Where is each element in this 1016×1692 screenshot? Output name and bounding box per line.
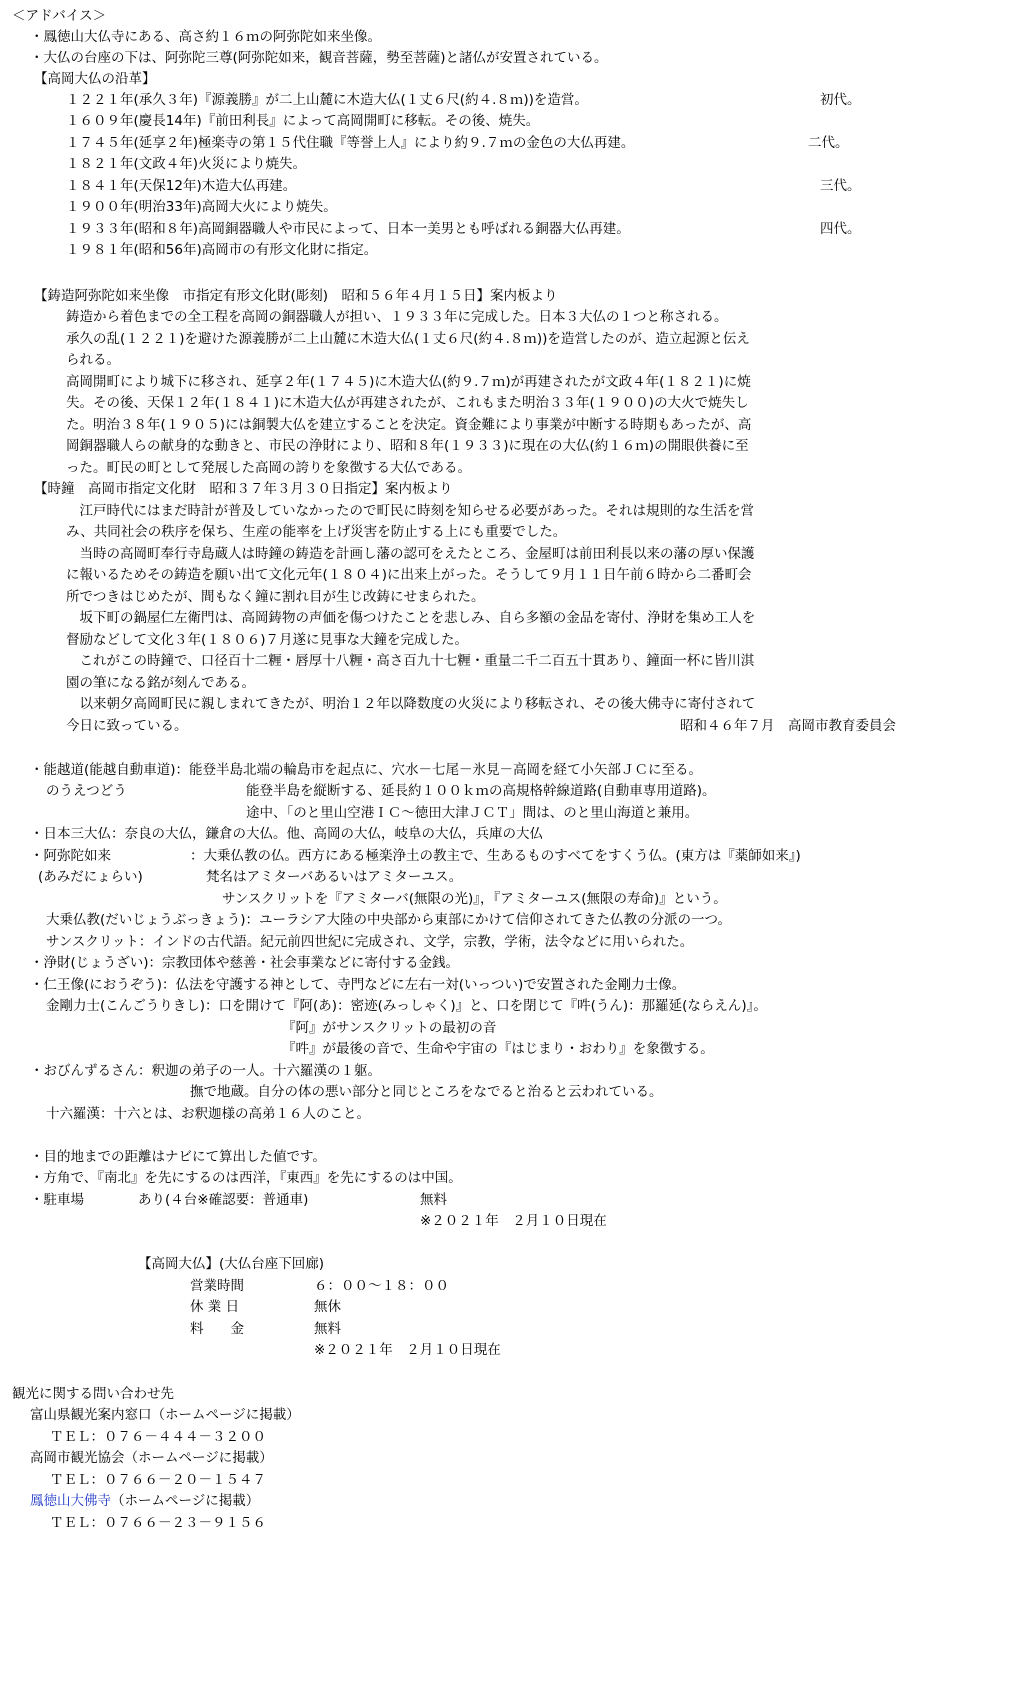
advice-line: ・大仏の台座の下は、阿弥陀三尊(阿弥陀如来，観音菩薩，勢至菩薩)と諸仏が安置されている。 bbox=[30, 50, 608, 66]
history-item: １８４１年(天保12年)木造大仏再建。 bbox=[66, 178, 297, 194]
bell-line: み、共同社会の秩序を保ち、生産の能率を上げ災害を防止する上にも重要でした。 bbox=[66, 524, 567, 540]
contact-name: 高岡市観光協会（ホームページに掲載） bbox=[30, 1450, 273, 1466]
statue-line: 鋳造から着色までの全工程を高岡の銅器職人が担い、１９３３年に完成した。日本３大仏の１つと称される。 bbox=[66, 309, 728, 325]
contact-name: 富山県観光案内窓口（ホームページに掲載） bbox=[30, 1407, 300, 1423]
history-item: １６０９年(慶長14年)『前田利長』によって高岡開町に移転。その後、焼失。 bbox=[66, 113, 540, 129]
history-item: １７４５年(延享２年)極楽寺の第１５代住職『等誉上人』により約９.７ｍの金色の大仏再建。 bbox=[66, 135, 635, 151]
contact-title: 観光に関する問い合わせ先 bbox=[12, 1386, 174, 1402]
glossary-item: ・阿弥陀如来 bbox=[30, 848, 111, 864]
bell-line: 今日に致っている。 bbox=[66, 718, 188, 734]
note-line: ・目的地までの距離はナビにて算出した値です。 bbox=[30, 1149, 326, 1165]
facility-row-label: 営業時間 bbox=[190, 1278, 244, 1294]
bell-line: 当時の高岡町奉行寺島蔵人は時鐘の鋳造を計画し藩の認可をえたところ、金屋町は前田利長以来の藩の厚い保護 bbox=[66, 546, 755, 562]
glossary-item: サンスクリット：インドの古代語。紀元前四世紀に完成され、文学，宗教，学術，法令などに用いられた。 bbox=[46, 934, 694, 950]
parking-value: あり(４台※確認要：普通車) bbox=[138, 1192, 309, 1208]
history-item: １８２１年(文政４年)火災により焼失。 bbox=[66, 156, 307, 172]
statue-line: た。明治３８年(１９０５)には銅製大仏を建立することを決定。資金難により事業が中断する時期もあったが、高 bbox=[66, 417, 752, 433]
glossary-item: ・能越道(能越自動車道)：能登半島北端の輪島市を起点に、穴水－七尾－氷見－高岡を経て小矢部ＪＣに至る。 bbox=[30, 762, 703, 778]
history-generation: 二代。 bbox=[808, 135, 849, 151]
glossary-item: サンスクリットを『アミターバ(無限の光)』，『アミターユス(無限の寿命)』という。 bbox=[222, 891, 727, 907]
daibutsuji-link[interactable]: 鳳徳山大佛寺 bbox=[30, 1493, 111, 1509]
facility-row-label: 休 業 日 bbox=[190, 1299, 240, 1315]
parking-fee: 無料 bbox=[420, 1192, 447, 1208]
glossary-item: 『阿』がサンスクリットの最初の音 bbox=[282, 1020, 497, 1036]
glossary-item: 『吽』が最後の音で、生命や宇宙の『はじまり・おわり』を象徴する。 bbox=[282, 1041, 714, 1057]
statue-line: 承久の乱(１２２１)を避けた源義勝が二上山麓に木造大仏(１丈６尺(約４.８ｍ))を造営したのが、造立起源と伝え bbox=[66, 331, 750, 347]
glossary-item: ・浄財(じょうざい)：宗教団体や慈善・社会事業などに寄付する金銭。 bbox=[30, 955, 460, 971]
facility-row-value: 無休 bbox=[314, 1299, 341, 1315]
history-item: １９００年(明治33年)高岡大火により焼失。 bbox=[66, 199, 337, 215]
contact-name: （ホームページに掲載） bbox=[111, 1493, 260, 1509]
statue-line: 岡銅器職人らの献身的な動きと、市民の浄財により、昭和８年(１９３３)に現在の大仏(約１６ｍ)の開眼供養に至 bbox=[66, 438, 749, 454]
glossary-item: ・仁王像(におうぞう)：仏法を守護する神として、寺門などに左右一対(いっつい)で安置された金剛力士像。 bbox=[30, 977, 686, 993]
bell-line: 江戸時代にはまだ時計が普及していなかったので町民に時刻を知らせる必要があった。それは規則的な生活を営 bbox=[66, 503, 754, 519]
glossary-item: 途中、「のと里山空港ＩＣ～徳田大津ＪＣＴ」間は、のと里山海道と兼用。 bbox=[246, 805, 699, 821]
glossary-item-detail: 梵名はアミターバあるいはアミターユス。 bbox=[206, 869, 463, 885]
glossary-item: ・日本三大仏：奈良の大仏，鎌倉の大仏。他、高岡の大仏，岐阜の大仏，兵庫の大仏 bbox=[30, 826, 543, 842]
history-generation: 四代。 bbox=[820, 221, 861, 237]
glossary-item: 撫で地蔵。自分の体の悪い部分と同じところをなでると治ると云われている。 bbox=[190, 1084, 663, 1100]
parking-asof: ※２０２１年 ２月１０日現在 bbox=[420, 1213, 607, 1229]
glossary-item: 十六羅漢：十六とは、お釈迦様の高弟１６人のこと。 bbox=[46, 1106, 370, 1122]
parking-label: ・駐車場 bbox=[30, 1192, 84, 1208]
bell-line: 園の筆になる銘が刻んである。 bbox=[66, 675, 255, 691]
glossary-item-detail: ：大乗仏教の仏。西方にある極楽浄土の教主で、生あるものすべてをすくう仏。(東方は『薬師如来』) bbox=[190, 848, 801, 864]
history-item: １９８１年(昭和56年)高岡市の有形文化財に指定。 bbox=[66, 242, 378, 258]
bell-signature: 昭和４６年７月 高岡市教育委員会 bbox=[680, 718, 896, 734]
glossary-item: のうえつどう bbox=[46, 783, 127, 799]
history-heading: 【高岡大仏の沿革】 bbox=[34, 71, 156, 87]
statue-line: 失。その後、天保１２年(１８４１)に木造大仏が再建されたが、これもまた明治３３年(１９００)の大火で焼失し bbox=[66, 395, 749, 411]
bell-heading: 【時鐘 高岡市指定文化財 昭和３７年３月３０日指定】案内板より bbox=[34, 481, 453, 497]
bell-line: これがこの時鐘で、口径百十二糎・唇厚十八糎・高さ百九十七糎・重量二千二百五十貫あり、鐘面一杯に皆川淇 bbox=[66, 653, 755, 669]
bell-line: 所でつきはじめたが、間もなく鐘に割れ目が生じ改鋳にせまられた。 bbox=[66, 589, 485, 605]
glossary-item: 大乗仏教(だいじょうぶっきょう)：ユーラシア大陸の中央部から東部にかけて信仰されてきた仏教の分派の一つ。 bbox=[46, 912, 731, 928]
glossary-item: 金剛力士(こんごうりきし)：口を開けて『阿(あ)：密迹(みっしゃく)』と、口を閉じて『吽(うん)：那羅延(ならえん)』。 bbox=[46, 998, 767, 1014]
history-generation: 三代。 bbox=[820, 178, 861, 194]
statue-line: 高岡開町により城下に移され、延享２年(１７４５)に木造大仏(約９.７ｍ)が再建されたが文政４年(１８２１)に焼 bbox=[66, 374, 751, 390]
statue-line: った。町民の町として発展した高岡の誇りを象徴する大仏である。 bbox=[66, 460, 471, 476]
contact-entry-line bbox=[30, 1491, 259, 1511]
glossary-item: ・おびんずるさん：釈迦の弟子の一人。十六羅漢の１躯。 bbox=[30, 1063, 381, 1079]
bell-line: 督励などして文化３年(１８０６)７月遂に見事な大鐘を完成した。 bbox=[66, 632, 469, 648]
bell-line: 以来朝夕高岡町民に親しまれてきたが、明治１２年以降数度の火災により移転され、その後大佛寺に寄付されて bbox=[66, 696, 756, 712]
advice-heading: ＜アドバイス＞ bbox=[12, 8, 107, 24]
history-item: １９３３年(昭和８年)高岡銅器職人や市民によって、日本一美男とも呼ばれる銅器大仏再建。 bbox=[66, 221, 630, 237]
contact-tel: ＴＥＬ：０７６６－２３－９１５６ bbox=[50, 1515, 266, 1531]
statue-heading: 【鋳造阿弥陀如来坐像 市指定有形文化財(彫刻) 昭和５６年４月１５日】案内板より bbox=[34, 288, 558, 304]
contact-tel: ＴＥＬ：０７６－４４４－３２００ bbox=[50, 1429, 266, 1445]
glossary-item: (あみだにょらい) bbox=[38, 869, 143, 885]
bell-line: 坂下町の鍋屋仁左衛門は、高岡鋳物の声価を傷つけたことを悲しみ、自ら多額の金品を寄付、浄財を集め工人を bbox=[66, 610, 756, 626]
bell-line: に報いるためその鋳造を願い出て文化元年(１８０４)に出来上がった。そうして９月１１日午前６時から二番町会 bbox=[66, 567, 752, 583]
note-line: ・方角で、『南北』を先にするのは西洋，『東西』を先にするのは中国。 bbox=[30, 1170, 462, 1186]
glossary-item-detail: 能登半島を縦断する、延長約１００ｋｍの高規格幹線道路(自動車専用道路)。 bbox=[246, 783, 716, 799]
facility-row-value: 無料 bbox=[314, 1321, 341, 1337]
contact-tel: ＴＥＬ：０７６６－２０－１５４７ bbox=[50, 1472, 266, 1488]
statue-line: られる。 bbox=[66, 352, 120, 368]
facility-title: 【高岡大仏】(大仏台座下回廊) bbox=[138, 1256, 325, 1272]
facility-row-value: ６：００～１８：００ bbox=[314, 1278, 449, 1294]
facility-row-label: 料 金 bbox=[190, 1321, 244, 1337]
advice-line: ・鳳徳山大仏寺にある、高さ約１６ｍの阿弥陀如来坐像。 bbox=[30, 29, 381, 45]
facility-asof: ※２０２１年 ２月１０日現在 bbox=[314, 1342, 501, 1358]
history-generation: 初代。 bbox=[820, 92, 861, 108]
history-item: １２２１年(承久３年)『源義勝』が二上山麓に木造大仏(１丈６尺(約４.８ｍ))を造営。 bbox=[66, 92, 588, 108]
